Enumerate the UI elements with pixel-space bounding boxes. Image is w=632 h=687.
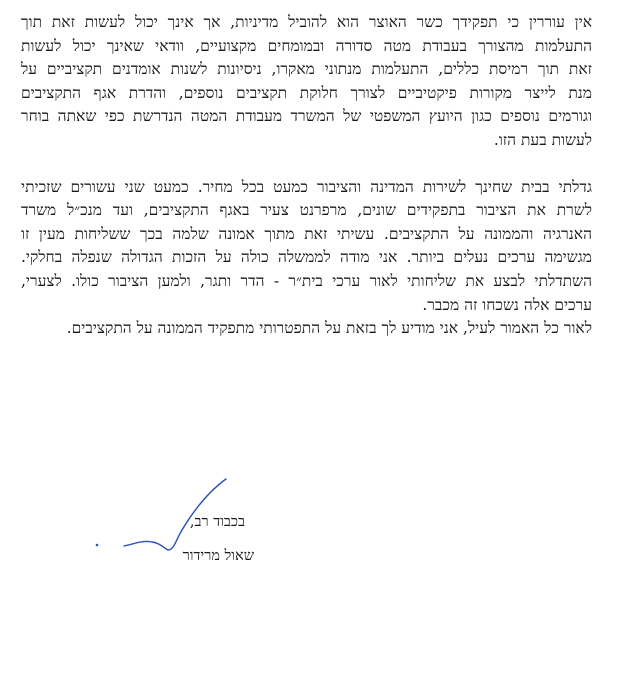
text-line: אין עוררין כי תפקידך כשר האוצר הוא להוביל מדיניות, אך אינך יכול לעשות זאת תוך [21,13,592,31]
text-line: האנרגיה והממונה על התקציבים. עשיתי זאת מתוך אמונה שלמה בכך ששליחות מעין זו [21,224,592,243]
text-line: מנת לייצר מקורות פיקטיביים לצורך חלוקת תקציבים נוספים, והדרת אגף התקציבים [21,83,592,102]
text-line: לעשות בעת הזו. [493,130,592,149]
text-line: וגורמים נוספים כגון היועץ המשפטי של המשרד מעבודת המטה הנדרשת כפי שאתה בוחר [21,107,592,126]
text-line: מגשימה ערכים נעלים ביותר. אני מודה לממשלה כולה על הזכות הגדולה שנפלה בחלקי. [21,248,592,267]
paragraph-2 [21,176,592,318]
text-line: התעלמות מהצורך בעבודת מטה סדורה ובמומחים מקצועיים, וודאי שאינך יכול לעשות [21,36,592,55]
paragraph-3 [21,317,592,341]
closing-salutation: בכבוד רב, [189,514,245,530]
paragraph-1 [21,11,592,153]
text-line: השתדלתי לבצע את שליחותי לאור ערכי בית״ר - הדר ותגר, ולמען הציבור כולו. לצערי, [21,271,592,290]
signature-block [80,470,260,580]
text-line: זאת תוך רמיסת כללים, התעלמות מנתוני מאקרו, ניסיונות לשנות אומדנים תקציביים על [21,60,592,79]
text-line: גדלתי בבית שחינך לשירות המדינה והציבור כמעט בכל מחיר. כמעט שני עשורים שזכיתי [21,177,592,196]
text-line: לאור כל האמור לעיל, אני מודיע לך בזאת על התפטרותי מתפקיד הממונה על התקציבים. [66,319,592,338]
signer-name: שאול מרידור [182,548,254,564]
text-line: לשרת את הציבור בתפקידים שונים, מרפרנט צעיר באגף התקציבים, ועד מנכ״ל משרד [21,201,592,220]
letter-body [21,11,592,341]
text-line: ערכים אלה נשכחו זה מכבר. [422,295,592,314]
